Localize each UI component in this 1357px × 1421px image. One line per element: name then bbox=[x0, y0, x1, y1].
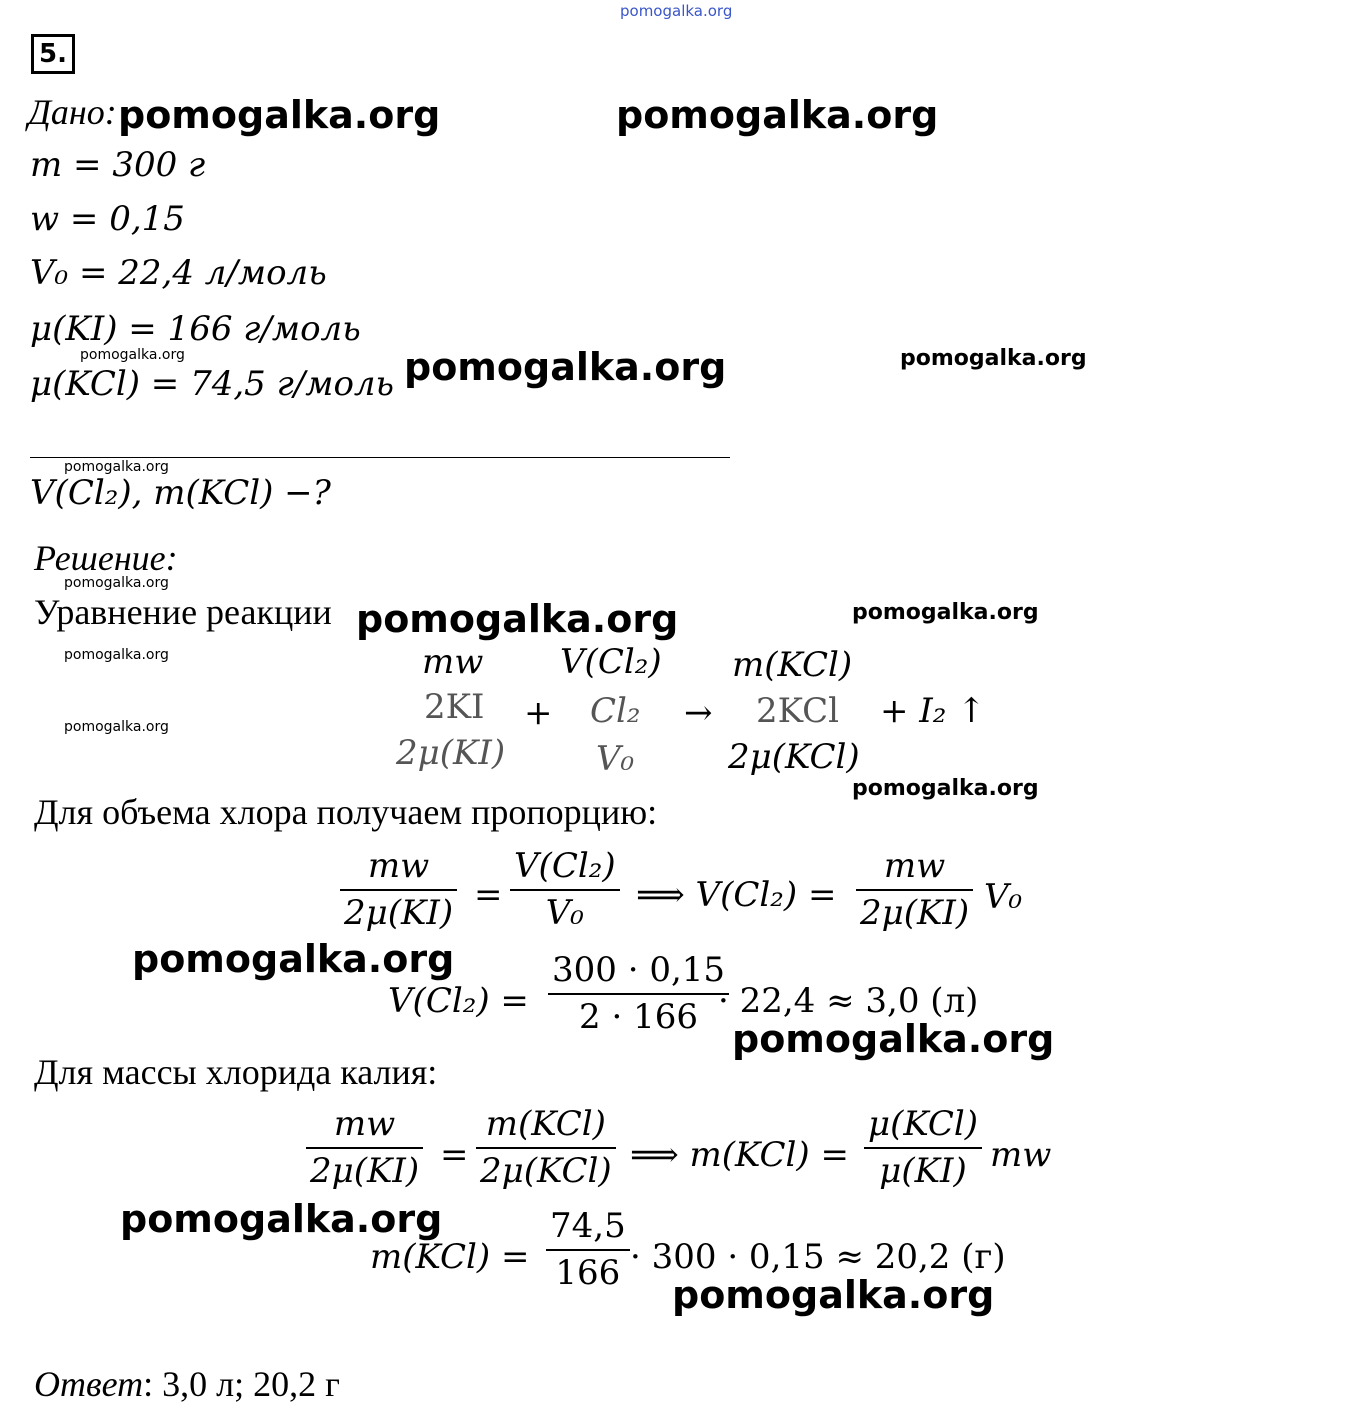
watermark: pomogalka.org bbox=[118, 93, 441, 137]
given-fraction: w = 0,15 bbox=[30, 199, 185, 239]
volume-frac-1-den: 2μ(KI) bbox=[344, 893, 454, 934]
watermark: pomogalka.org bbox=[132, 937, 455, 981]
fraction-bar bbox=[510, 889, 620, 891]
watermark: pomogalka.org bbox=[64, 647, 169, 663]
watermark: pomogalka.org bbox=[900, 346, 1087, 371]
volume-arrow: ⟹ V(Cl₂) = bbox=[636, 875, 837, 915]
volume-frac-2 bbox=[510, 848, 620, 933]
given-molar-mass-ki: μ(KI) = 166 г/моль bbox=[30, 309, 361, 349]
fraction-bar bbox=[864, 1147, 982, 1149]
volume-calc-num: 300 · 0,15 bbox=[552, 950, 726, 990]
reaction-product-kcl: 2KCl bbox=[756, 691, 840, 731]
fraction-bar bbox=[546, 1249, 630, 1251]
watermark: pomogalka.org bbox=[64, 719, 169, 735]
answer bbox=[34, 1366, 340, 1402]
given-mass: m = 300 г bbox=[30, 145, 206, 185]
mass-frac-1-den: 2μ(KI) bbox=[310, 1151, 420, 1192]
answer-label: Ответ bbox=[34, 1364, 144, 1404]
reaction-top-cl2: V(Cl₂) bbox=[560, 642, 662, 682]
answer-value: : 3,0 л; 20,2 г bbox=[143, 1364, 340, 1404]
mass-label: Для массы хлорида калия: bbox=[34, 1052, 438, 1092]
watermark: pomogalka.org bbox=[672, 1273, 995, 1317]
volume-frac-3 bbox=[856, 848, 973, 933]
volume-calc-den: 2 · 166 bbox=[579, 997, 698, 1038]
reaction-arrow: → bbox=[684, 693, 713, 733]
volume-frac-2-num: V(Cl₂) bbox=[514, 846, 616, 886]
fraction-bar bbox=[340, 889, 457, 891]
reaction-reactant-cl2: Cl₂ bbox=[590, 691, 641, 731]
mass-arrow: ⟹ m(KCl) = bbox=[630, 1135, 849, 1175]
reaction-top-kcl: m(KCl) bbox=[732, 645, 853, 685]
volume-calc-frac bbox=[548, 952, 729, 1037]
volume-frac-3-den: 2μ(KI) bbox=[860, 893, 970, 934]
mass-calc-frac bbox=[546, 1208, 630, 1293]
volume-eq: = bbox=[474, 875, 503, 915]
mass-frac-1 bbox=[306, 1106, 423, 1191]
reaction-plus: + bbox=[524, 693, 553, 733]
reaction-reactant-ki: 2KI bbox=[424, 687, 485, 727]
mass-frac-1-num: mw bbox=[333, 1104, 396, 1144]
fraction-bar bbox=[306, 1147, 423, 1149]
watermark: pomogalka.org bbox=[64, 459, 169, 475]
fraction-bar bbox=[476, 1147, 616, 1149]
volume-frac-3-num: mw bbox=[883, 846, 946, 886]
equation-label: Уравнение реакции bbox=[34, 592, 332, 632]
reaction-top-ki: mw bbox=[422, 642, 484, 682]
watermark-top: pomogalka.org bbox=[620, 2, 733, 20]
watermark: pomogalka.org bbox=[852, 776, 1039, 801]
fraction-bar bbox=[856, 889, 973, 891]
mass-calc-den: 166 bbox=[555, 1253, 621, 1294]
mass-calc-lhs: m(KCl) = bbox=[370, 1237, 530, 1277]
given-label: Дано: bbox=[28, 92, 117, 132]
mass-calc-num: 74,5 bbox=[550, 1206, 626, 1246]
given-divider bbox=[30, 457, 730, 458]
reaction-bottom-ki: 2μ(KI) bbox=[396, 733, 506, 773]
mass-frac-3-num: μ(KCl) bbox=[868, 1104, 979, 1144]
mass-frac-3-den: μ(KI) bbox=[879, 1151, 967, 1192]
volume-label: Для объема хлора получаем пропорцию: bbox=[34, 792, 658, 832]
watermark: pomogalka.org bbox=[120, 1197, 443, 1241]
watermark: pomogalka.org bbox=[356, 597, 679, 641]
volume-frac-1-num: mw bbox=[367, 846, 430, 886]
mass-frac-3 bbox=[864, 1106, 982, 1191]
mass-tail: mw bbox=[990, 1135, 1052, 1175]
mass-calc-tail: · 300 · 0,15 ≈ 20,2 (г) bbox=[630, 1237, 1006, 1277]
reaction-bottom-v0: V₀ bbox=[596, 739, 635, 779]
volume-frac-2-den: V₀ bbox=[545, 893, 584, 934]
mass-frac-2-num: m(KCl) bbox=[485, 1104, 606, 1144]
mass-eq: = bbox=[440, 1135, 469, 1175]
given-molar-volume: V₀ = 22,4 л/моль bbox=[30, 253, 327, 293]
volume-calc-tail: · 22,4 ≈ 3,0 (л) bbox=[718, 981, 979, 1021]
fraction-bar bbox=[548, 993, 729, 995]
volume-calc-lhs: V(Cl₂) = bbox=[388, 981, 529, 1021]
reaction-product-i2: + I₂ ↑ bbox=[880, 691, 986, 731]
volume-frac-1 bbox=[340, 848, 457, 933]
find-quantities: V(Cl₂), m(KCl) −? bbox=[30, 473, 331, 513]
watermark: pomogalka.org bbox=[404, 345, 727, 389]
mass-frac-2 bbox=[476, 1106, 616, 1191]
given-molar-mass-kcl: μ(KCl) = 74,5 г/моль bbox=[30, 364, 395, 404]
volume-tail: V₀ bbox=[984, 877, 1023, 917]
watermark: pomogalka.org bbox=[64, 575, 169, 591]
problem-number: 5. bbox=[31, 34, 75, 74]
watermark: pomogalka.org bbox=[852, 600, 1039, 625]
solution-label: Решение: bbox=[34, 538, 178, 578]
watermark: pomogalka.org bbox=[616, 93, 939, 137]
mass-frac-2-den: 2μ(KCl) bbox=[480, 1151, 612, 1192]
watermark: pomogalka.org bbox=[80, 347, 185, 363]
reaction-bottom-kcl: 2μ(KCl) bbox=[728, 737, 860, 777]
watermark: pomogalka.org bbox=[732, 1017, 1055, 1061]
